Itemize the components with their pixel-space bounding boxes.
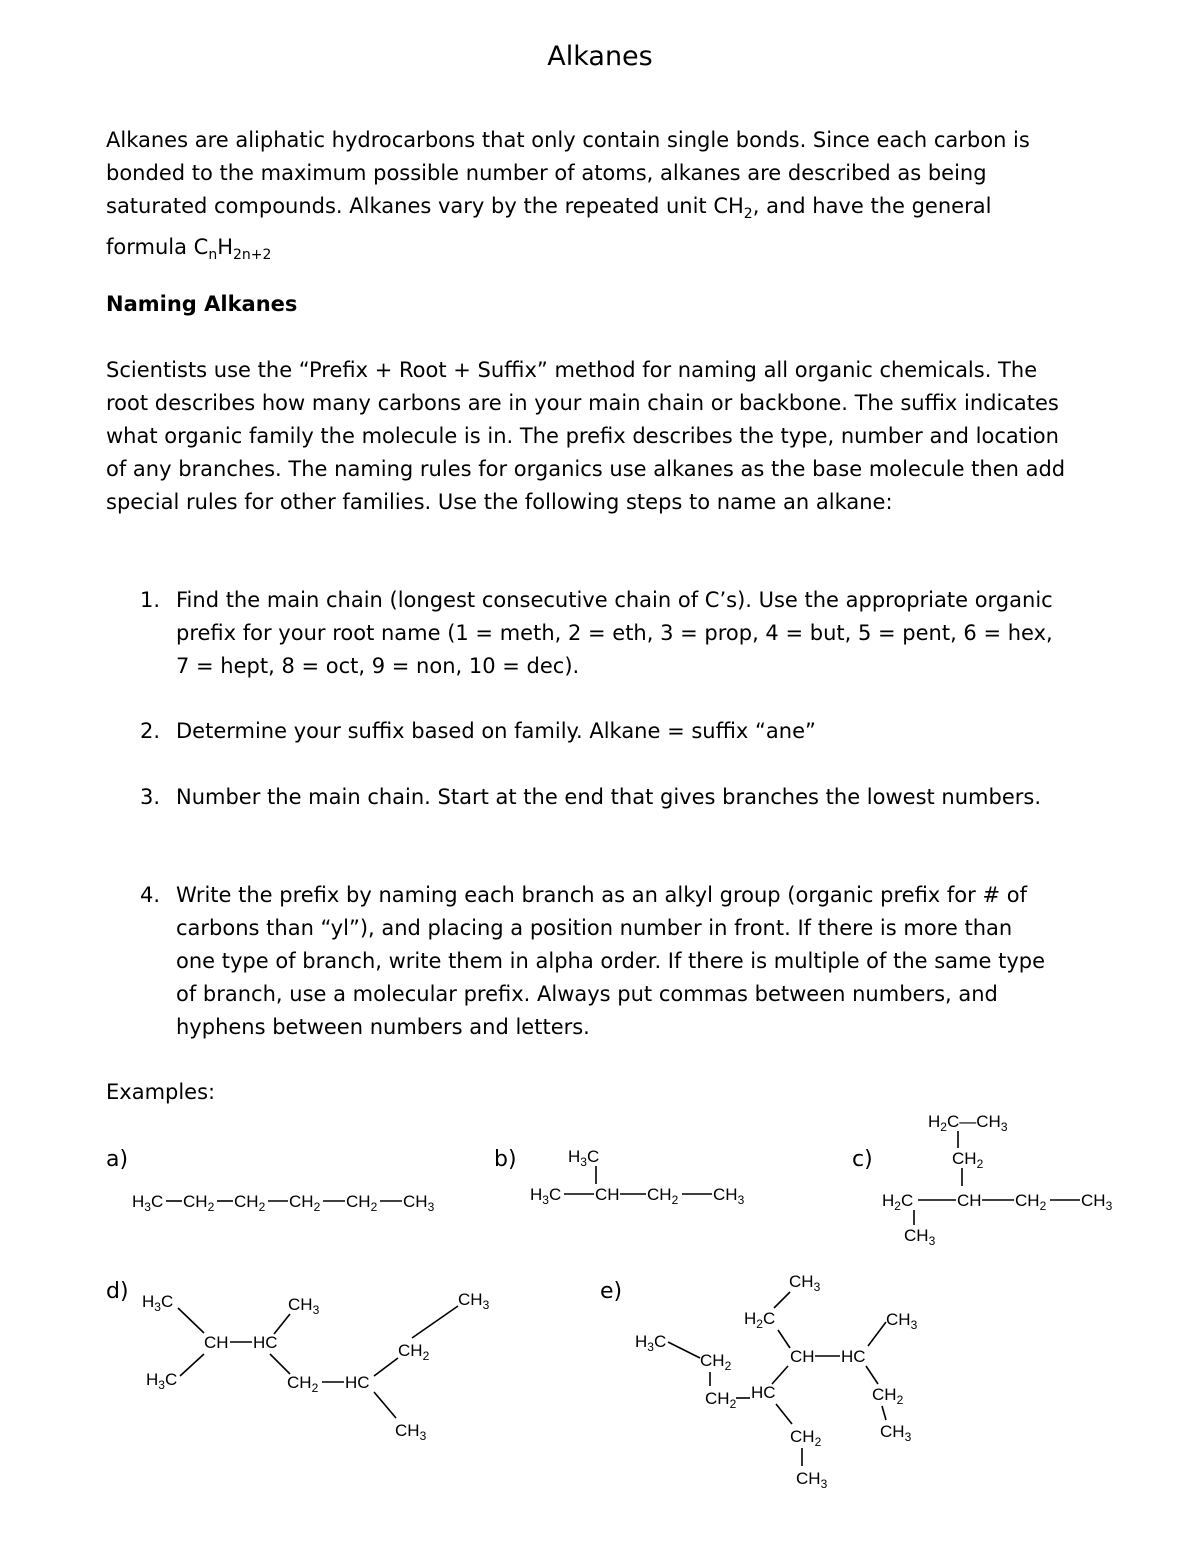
formula-group: $H_3C$ <box>142 1292 174 1314</box>
step-text: Determine your suffix based on family. Alkane = suffix “ane” <box>176 719 816 743</box>
formula-group: $H_3C$ <box>146 1370 178 1392</box>
step-text: Write the prefix by naming each branch as an alkyl group (organic prefix for # of carbons than “yl”), and placing a position number in front. If there is more than one type of branch, write them in alpha order. If there is multiple of the same type of branch, use a molecular prefix. Always put commas between numbers, and hyphens between numbers and letters. <box>176 883 1045 1039</box>
formula-group: $H_3C$ <box>132 1192 164 1214</box>
molecule-d <box>142 1290 490 1443</box>
bond-line <box>374 1358 398 1376</box>
bond-line <box>668 1342 700 1358</box>
bond-line <box>412 1306 458 1338</box>
formula-group: $CH_2$ <box>790 1427 822 1449</box>
formula-group: $CH_2$ <box>647 1185 679 1207</box>
formula-group: $CH_2$ <box>700 1351 732 1373</box>
formula-group: CH <box>595 1185 620 1204</box>
formula-group: $CH_2$ <box>234 1192 266 1214</box>
formula-group: HC <box>841 1347 866 1366</box>
section-heading: Naming Alkanes <box>106 292 298 316</box>
formula-group: $H_3C$ <box>530 1185 562 1207</box>
intro-text-a: Alkanes are aliphatic hydrocarbons that only contain single bonds. Since each carbon is bonded to the maximum possible number of atoms, alkanes are described as being saturated compounds. Alkanes vary by the repeated unit CH <box>106 128 1030 218</box>
bond-line <box>274 1314 290 1334</box>
formula-group: $CH_3$ <box>796 1469 828 1491</box>
formula-group: HC <box>751 1383 776 1402</box>
example-label-a: a) <box>106 1147 129 1172</box>
formula-group: $CH_3$ <box>880 1422 912 1444</box>
step-item <box>106 584 1066 683</box>
step-text: Find the main chain (longest consecutive chain of C’s). Use the appropriate organic prefix for your root name (1 = meth, 2 = eth, 3 = prop, 4 = but, 5 = pent, 6 = hex, 7 = hept, 8 = oct, 9 = non, 10 = dec). <box>176 588 1053 678</box>
formula-group: $H_2C$ <box>744 1309 776 1331</box>
formula-group: $H_3C$ <box>568 1147 600 1169</box>
example-label-d: d) <box>106 1279 129 1304</box>
formula-group: $CH_2$ <box>183 1192 215 1214</box>
formula-group: $CH_2$ <box>346 1192 378 1214</box>
molecule-e <box>635 1272 918 1491</box>
molecule-c <box>882 1112 1113 1248</box>
step-number: 2. <box>140 719 161 743</box>
formula-group: $CH_3$ <box>789 1272 821 1294</box>
intro-ch2-subscript: 2 <box>743 206 753 223</box>
formula-group: CH <box>790 1347 815 1366</box>
formula-group: $CH_2$ <box>287 1373 319 1395</box>
formula-group: $CH_3$ <box>403 1192 435 1214</box>
bond-line <box>776 1404 792 1424</box>
bond-line <box>778 1330 790 1348</box>
formula-group: $H_3C$ <box>635 1332 667 1354</box>
method-paragraph: Scientists use the “Prefix + Root + Suffix” method for naming all organic chemicals. The root describes how many carbons are in your main chain or backbone. The suffix indicates what organic family the molecule is in. The prefix describes the type, number and location of any branches. The naming rules for organics use alkanes as the base molecule then add special rules for other families. Use the following steps to name an alkane: <box>106 358 1066 514</box>
formula-group: $H_2C—CH_3$ <box>928 1112 1008 1134</box>
formula-h-subscript: 2n+2 <box>233 247 272 264</box>
bond-line <box>868 1322 886 1346</box>
formula-group: $CH_2$ <box>872 1385 904 1407</box>
formula-group: $CH_3$ <box>713 1185 745 1207</box>
example-label-c: c) <box>852 1147 873 1172</box>
formula-group: CH <box>957 1191 982 1210</box>
examples-label: Examples: <box>106 1080 216 1104</box>
intro-text-b: , and have the general formula C <box>106 194 992 260</box>
bond-line <box>772 1366 788 1384</box>
formula-h: H <box>217 235 233 260</box>
formula-group: HC <box>253 1333 278 1352</box>
bond-line <box>374 1392 396 1418</box>
bond-line <box>866 1366 878 1384</box>
bond-line <box>882 1406 886 1420</box>
formula-group: $CH_3$ <box>904 1226 936 1248</box>
example-label-b: b) <box>494 1147 517 1172</box>
intro-paragraph <box>106 124 1066 272</box>
example-label-e: e) <box>600 1279 623 1304</box>
formula-group: CH <box>204 1333 229 1352</box>
formula-group: $CH_2$ <box>1015 1191 1047 1213</box>
molecule-a <box>132 1192 435 1214</box>
step-number: 3. <box>140 785 161 809</box>
bond-line <box>270 1354 290 1374</box>
formula-group: $CH_3$ <box>886 1310 918 1332</box>
bond-line <box>774 1292 790 1308</box>
bond-line <box>178 1308 204 1333</box>
step-item <box>106 781 1066 814</box>
formula-group: $CH_3$ <box>458 1290 490 1312</box>
step-number: 1. <box>140 588 161 612</box>
formula-group: $H_2C$ <box>882 1191 914 1213</box>
step-text: Number the main chain. Start at the end that gives branches the lowest numbers. <box>176 785 1041 809</box>
formula-group: $CH_3$ <box>395 1421 427 1443</box>
structural-formulas <box>0 1100 1200 1500</box>
formula-group: $CH_2$ <box>952 1149 984 1171</box>
formula-n-subscript: n <box>208 247 218 264</box>
formula-group: $CH_3$ <box>1081 1191 1113 1213</box>
step-item <box>106 715 1066 748</box>
molecule-b <box>530 1147 745 1207</box>
bond-line <box>180 1354 204 1376</box>
page-title: Alkanes <box>547 41 653 72</box>
formula-group: $CH_2$ <box>705 1389 737 1411</box>
step-number: 4. <box>140 883 161 907</box>
step-item <box>106 879 1066 1044</box>
formula-group: $CH_3$ <box>288 1295 320 1317</box>
formula-group: $CH_2$ <box>289 1192 321 1214</box>
formula-group: $CH_2$ <box>398 1341 430 1363</box>
formula-group: HC <box>345 1373 370 1392</box>
